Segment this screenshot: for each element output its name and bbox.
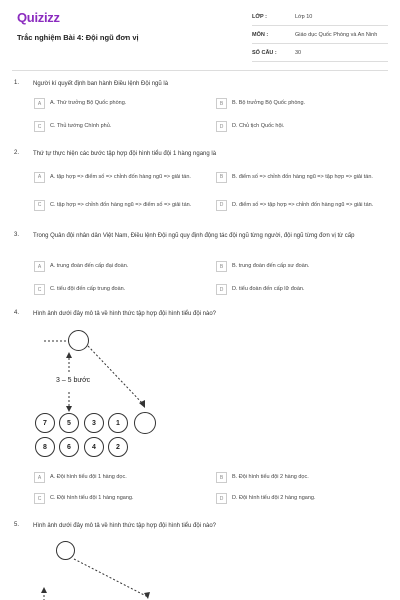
meta-key: MÔN : (252, 31, 269, 38)
meta-value: Giáo dục Quốc Phòng và An Ninh (295, 31, 378, 38)
option-text: A. Thứ trưởng Bộ Quốc phòng. (50, 100, 127, 106)
step-distance-label: 3 – 5 bước (56, 377, 91, 384)
option-b[interactable] (216, 96, 392, 111)
option-text: D. điểm số => tập hợp => chỉnh đốn hàng ngũ => giải tán. (232, 201, 374, 208)
option-letter: B (216, 172, 227, 183)
question-text: Thứ tự thực hiện các bước tập hợp đội hình tiểu đội 1 hàng ngang là (33, 151, 217, 157)
option-text: B. Đội hình tiểu đội 2 hàng dọc. (232, 474, 309, 480)
option-letter: C (34, 284, 45, 295)
option-b[interactable] (216, 259, 392, 274)
question-number: 2. (14, 150, 20, 156)
option-letter: A (34, 472, 45, 483)
option-c[interactable] (34, 119, 210, 134)
option-text: A. tập hợp => điểm số => chỉnh đốn hàng ngũ => giải tán. (50, 173, 191, 180)
soldier-circle: 7 (35, 413, 55, 433)
question-text: Trong Quân đội nhân dân Việt Nam, Điều lệnh Đội ngũ quy định động tác đội ngũ từng người, đội ngũ từng đơn vị từ cấp (33, 233, 355, 239)
meta-row-subject (252, 26, 388, 44)
option-letter: D (216, 200, 227, 211)
soldier-circle: 5 (59, 413, 79, 433)
option-letter: C (34, 200, 45, 211)
worksheet-title: Trắc nghiệm Bài 4: Đội ngũ đơn vị (17, 33, 139, 42)
option-a[interactable] (34, 167, 210, 187)
option-c[interactable] (34, 282, 210, 297)
option-d[interactable] (216, 282, 392, 297)
soldier-circle: 4 (84, 437, 104, 457)
option-text: D. Chủ tịch Quốc hội. (232, 123, 285, 129)
option-text: C. tập hợp => chỉnh đốn hàng ngũ => điểm số => giải tán. (50, 201, 192, 208)
option-letter: B (216, 472, 227, 483)
option-text: A. Đội hình tiểu đội 1 hàng dọc. (50, 474, 127, 480)
meta-row-class (252, 8, 388, 26)
option-letter: A (34, 261, 45, 272)
question-number: 1. (14, 80, 20, 86)
option-text: A. trung đoàn đến cấp đại đoàn. (50, 263, 129, 269)
option-d[interactable] (216, 491, 392, 506)
quizizz-logo: Quizizz (17, 10, 60, 25)
question-number: 3. (14, 232, 20, 238)
option-a[interactable] (34, 259, 210, 274)
option-letter: A (34, 172, 45, 183)
formation-diagram (0, 320, 400, 465)
option-d[interactable] (216, 119, 392, 134)
formation-diagram-2 (0, 535, 400, 600)
option-a[interactable] (34, 470, 210, 485)
meta-value: Lớp 10 (295, 13, 313, 20)
soldier-circle: 2 (108, 437, 128, 457)
soldier-circle: 6 (59, 437, 79, 457)
leader-circle (134, 412, 156, 434)
option-text: C. Đội hình tiểu đội 1 hàng ngang. (50, 495, 134, 501)
question-number: 5. (14, 522, 20, 528)
option-letter: B (216, 261, 227, 272)
option-d[interactable] (216, 195, 392, 215)
question-number: 4. (14, 310, 20, 316)
worksheet-meta (252, 8, 388, 62)
option-letter: C (34, 121, 45, 132)
meta-key: LỚP : (252, 13, 267, 20)
option-text: B. trung đoàn đến cấp sư đoàn. (232, 263, 310, 269)
commander-circle (68, 330, 89, 351)
soldier-circle: 8 (35, 437, 55, 457)
option-text: D. Đội hình tiểu đội 2 hàng ngang. (232, 495, 316, 501)
meta-row-count (252, 44, 388, 62)
option-text: C. tiểu đội đến cấp trung đoàn. (50, 286, 126, 292)
option-text: C. Thủ tướng Chính phủ. (50, 123, 112, 129)
meta-key: SỐ CÂU : (252, 49, 277, 56)
question-text: Hình ảnh dưới đây mô tả về hình thức tập hợp đội hình tiểu đội nào? (33, 311, 217, 317)
soldier-circle: 3 (84, 413, 104, 433)
option-text: B. Bộ trưởng Bộ Quốc phòng. (232, 100, 306, 106)
option-text: B. điểm số => chỉnh đốn hàng ngũ => tập hợp => giải tán. (232, 173, 373, 180)
commander-circle (56, 541, 75, 560)
option-letter: D (216, 493, 227, 504)
soldier-circle: 1 (108, 413, 128, 433)
question-text: Hình ảnh dưới đây mô tả về hình thức tập hợp đội hình tiểu đội nào? (33, 523, 217, 529)
option-letter: C (34, 493, 45, 504)
option-b[interactable] (216, 167, 392, 187)
option-text: D. tiểu đoàn đến cấp lữ đoàn. (232, 286, 305, 292)
option-letter: A (34, 98, 45, 109)
option-c[interactable] (34, 195, 210, 215)
worksheet-header (0, 0, 400, 72)
question-text: Người kí quyết định ban hành Điều lệnh Đội ngũ là (33, 81, 169, 87)
header-divider (12, 70, 388, 71)
option-letter: D (216, 284, 227, 295)
option-a[interactable] (34, 96, 210, 111)
option-b[interactable] (216, 470, 392, 485)
option-c[interactable] (34, 491, 210, 506)
option-letter: B (216, 98, 227, 109)
meta-value: 30 (295, 49, 302, 56)
option-letter: D (216, 121, 227, 132)
